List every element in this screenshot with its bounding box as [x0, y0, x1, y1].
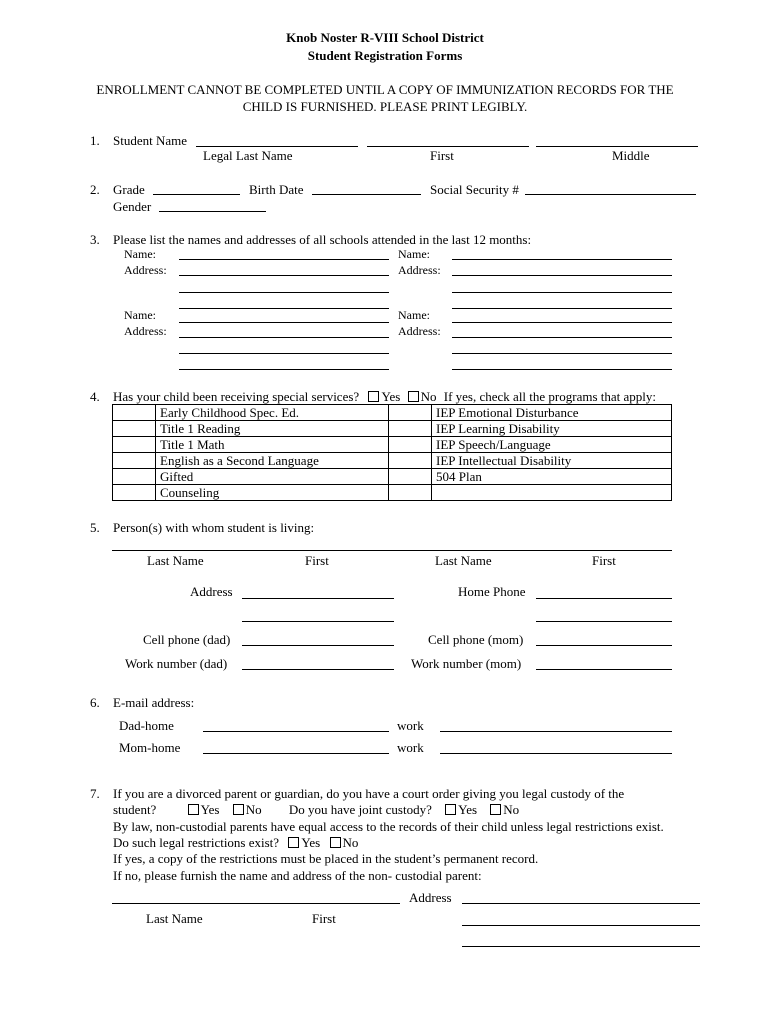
restrictions-no-label: No: [342, 835, 359, 850]
special-services-question: [113, 389, 656, 404]
program-label: IEP Learning Disability: [432, 421, 672, 437]
cell-mom-field[interactable]: [536, 645, 672, 646]
student-name-label: Student Name: [113, 133, 188, 148]
guardian-names-field[interactable]: [112, 550, 672, 551]
address-label: Address: [190, 584, 233, 599]
school-3-address-field-3[interactable]: [179, 369, 389, 370]
gender-label: Gender: [113, 199, 152, 214]
q2-number: 2.: [90, 182, 100, 197]
ssn-field[interactable]: [525, 194, 696, 195]
program-checkbox-cell[interactable]: [389, 453, 432, 469]
program-checkbox-cell[interactable]: [113, 405, 156, 421]
joint-custody-label: Do you have joint custody?: [288, 802, 432, 817]
non-custodial-law-text: By law, non-custodial parents have equal access to the records of their child unless legal restrictions exist.: [113, 819, 664, 834]
program-checkbox-cell[interactable]: [389, 421, 432, 437]
guardian-2-last-name-caption: Last Name: [435, 553, 492, 568]
school-1-name-label: Name:: [124, 247, 156, 261]
guardian-1-first-caption: First: [305, 553, 329, 568]
program-checkbox-cell[interactable]: [389, 469, 432, 485]
program-label: Early Childhood Spec. Ed.: [156, 405, 389, 421]
school-2-name-field[interactable]: [452, 259, 672, 260]
services-yes-label: Yes: [381, 389, 401, 404]
work-dad-field[interactable]: [242, 669, 394, 670]
gender-field[interactable]: [159, 211, 266, 212]
first-name-caption: First: [430, 148, 454, 163]
custody-yes-checkbox[interactable]: [188, 804, 199, 815]
restrictions-label: Do such legal restrictions exist?: [113, 835, 280, 850]
program-label: IEP Speech/Language: [432, 437, 672, 453]
school-4-address-field-2[interactable]: [452, 353, 672, 354]
program-label: 504 Plan: [432, 469, 672, 485]
program-checkbox-cell[interactable]: [389, 437, 432, 453]
cell-dad-label: Cell phone (dad): [143, 632, 231, 647]
program-label: IEP Emotional Disturbance: [432, 405, 672, 421]
custody-yes-label: Yes: [200, 802, 220, 817]
non-custodial-address-label: Address: [409, 890, 452, 905]
schools-label: Please list the names and addresses of all schools attended in the last 12 months:: [113, 232, 532, 247]
mom-home-email-field[interactable]: [203, 753, 389, 754]
program-checkbox-cell[interactable]: [389, 405, 432, 421]
school-3-address-field-1[interactable]: [179, 337, 389, 338]
non-custodial-first-caption: First: [312, 911, 336, 926]
program-label: Title 1 Math: [156, 437, 389, 453]
program-label: [432, 485, 672, 501]
school-1-address-label: Address:: [124, 263, 167, 277]
work-mom-label: Work number (mom): [411, 656, 522, 671]
school-4-address-field-1[interactable]: [452, 337, 672, 338]
joint-yes-checkbox[interactable]: [445, 804, 456, 815]
joint-no-label: No: [503, 802, 520, 817]
page-title: Student Registration Forms: [307, 48, 463, 63]
cell-mom-label: Cell phone (mom): [428, 632, 524, 647]
program-label: English as a Second Language: [156, 453, 389, 469]
school-1-name-field[interactable]: [179, 259, 389, 260]
custody-question-line: If you are a divorced parent or guardian, do you have a court order giving you legal custody of the: [113, 786, 625, 801]
birth-date-field[interactable]: [312, 194, 421, 195]
q6-number: 6.: [90, 695, 100, 710]
table-row: [113, 437, 672, 453]
student-last-name-field[interactable]: [196, 146, 358, 147]
q5-number: 5.: [90, 520, 100, 535]
school-3-name-field[interactable]: [179, 322, 389, 323]
custody-answer-row: [113, 802, 519, 817]
school-4-address-field-3[interactable]: [452, 369, 672, 370]
restrictions-row: [113, 835, 358, 850]
restrictions-yes-label: Yes: [301, 835, 321, 850]
district-title: Knob Noster R-VIII School District: [286, 30, 484, 45]
non-custodial-name-field[interactable]: [112, 903, 400, 904]
program-checkbox-cell[interactable]: [113, 437, 156, 453]
restrictions-note: If yes, a copy of the restrictions must be placed in the student’s permanent record.: [113, 851, 539, 866]
work-mom-field[interactable]: [536, 669, 672, 670]
cell-dad-field[interactable]: [242, 645, 394, 646]
mom-work-email-field[interactable]: [440, 753, 672, 754]
student-label: student?: [113, 802, 157, 817]
school-2-address-field-1[interactable]: [452, 275, 672, 276]
joint-no-checkbox[interactable]: [490, 804, 501, 815]
school-3-name-label: Name:: [124, 308, 156, 322]
program-checkbox-cell[interactable]: [113, 469, 156, 485]
restrictions-no-checkbox[interactable]: [330, 837, 341, 848]
services-no-checkbox[interactable]: [408, 391, 419, 402]
notice-line-2: CHILD IS FURNISHED. PLEASE PRINT LEGIBLY.: [242, 99, 528, 114]
program-label: Title 1 Reading: [156, 421, 389, 437]
address-field-1[interactable]: [242, 598, 394, 599]
services-followup-label: If yes, check all the programs that apply:: [443, 389, 657, 404]
student-first-name-field[interactable]: [367, 146, 529, 147]
email-label: E-mail address:: [113, 695, 195, 710]
non-custodial-address-field-3[interactable]: [462, 946, 700, 947]
program-checkbox-cell[interactable]: [389, 485, 432, 501]
school-3-address-field-2[interactable]: [179, 353, 389, 354]
program-checkbox-cell[interactable]: [113, 485, 156, 501]
guardian-1-last-name-caption: Last Name: [147, 553, 204, 568]
q7-number: 7.: [90, 786, 100, 801]
services-yes-checkbox[interactable]: [368, 391, 379, 402]
q4-number: 4.: [90, 389, 100, 404]
joint-yes-label: Yes: [458, 802, 478, 817]
non-custodial-instruction: If no, please furnish the name and address of the non- custodial parent:: [113, 868, 482, 883]
student-middle-name-field[interactable]: [536, 146, 698, 147]
school-4-address-label: Address:: [398, 324, 441, 338]
dad-work-label: work: [397, 718, 424, 733]
dad-work-email-field[interactable]: [440, 731, 672, 732]
school-2-address-field-3[interactable]: [452, 308, 672, 309]
school-1-address-field-1[interactable]: [179, 275, 389, 276]
notice-line-1: ENROLLMENT CANNOT BE COMPLETED UNTIL A COPY OF IMMUNIZATION RECORDS FOR THE: [96, 82, 674, 97]
program-checkbox-cell[interactable]: [113, 453, 156, 469]
table-row: [113, 421, 672, 437]
table-row: [113, 453, 672, 469]
legal-last-name-caption: Legal Last Name: [203, 148, 293, 163]
services-table: [112, 404, 672, 501]
living-with-label: Person(s) with whom student is living:: [113, 520, 315, 535]
school-2-address-field-2[interactable]: [452, 292, 672, 293]
birth-date-label: Birth Date: [249, 182, 304, 197]
work-dad-label: Work number (dad): [125, 656, 228, 671]
home-phone-field-1[interactable]: [536, 598, 672, 599]
program-label: Gifted: [156, 469, 389, 485]
school-4-name-field[interactable]: [452, 322, 672, 323]
non-custodial-address-field-2[interactable]: [462, 925, 700, 926]
program-label: Counseling: [156, 485, 389, 501]
table-row: [113, 469, 672, 485]
non-custodial-address-field-1[interactable]: [462, 903, 700, 904]
school-2-address-label: Address:: [398, 263, 441, 277]
school-1-address-field-2[interactable]: [179, 292, 389, 293]
services-no-label: No: [420, 389, 437, 404]
mom-home-label: Mom-home: [119, 740, 181, 755]
dad-home-label: Dad-home: [119, 718, 174, 733]
program-checkbox-cell[interactable]: [113, 421, 156, 437]
special-services-label: Has your child been receiving special services?: [113, 389, 360, 404]
q3-number: 3.: [90, 232, 100, 247]
home-phone-label: Home Phone: [458, 584, 526, 599]
middle-name-caption: Middle: [612, 148, 650, 163]
mom-work-label: work: [397, 740, 424, 755]
custody-no-checkbox[interactable]: [233, 804, 244, 815]
school-1-address-field-3[interactable]: [179, 308, 389, 309]
guardian-2-first-caption: First: [592, 553, 616, 568]
school-4-name-label: Name:: [398, 308, 430, 322]
dad-home-email-field[interactable]: [203, 731, 389, 732]
address-field-2[interactable]: [242, 621, 394, 622]
non-custodial-last-name-caption: Last Name: [146, 911, 203, 926]
grade-field[interactable]: [153, 194, 240, 195]
home-phone-field-2[interactable]: [536, 621, 672, 622]
restrictions-yes-checkbox[interactable]: [288, 837, 299, 848]
q1-number: 1.: [90, 133, 100, 148]
table-row: [113, 485, 672, 501]
school-3-address-label: Address:: [124, 324, 167, 338]
custody-no-label: No: [245, 802, 262, 817]
school-2-name-label: Name:: [398, 247, 430, 261]
program-label: IEP Intellectual Disability: [432, 453, 672, 469]
ssn-label: Social Security #: [430, 182, 519, 197]
table-row: [113, 405, 672, 421]
grade-label: Grade: [113, 182, 145, 197]
